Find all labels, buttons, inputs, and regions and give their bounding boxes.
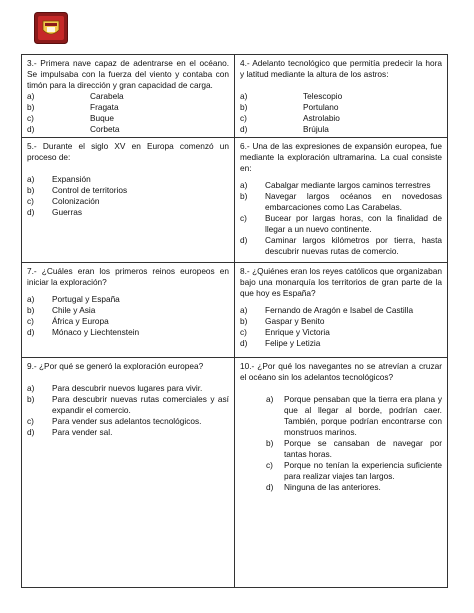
option-item[interactable]: a) Porque pensaban que la tierra era plana y que al llegar al borde, podrían caer. También, porque podrían encontrarse con monstruos marinos. — [266, 394, 442, 437]
question-text: 10.- ¿Por qué los navegantes no se atrevían a cruzar el océano sin los adelantos tecnológicos? — [240, 361, 442, 382]
option-item[interactable]: d) Ninguna de las anteriores. — [266, 482, 381, 492]
options-list — [240, 180, 442, 257]
question-cell-10 — [235, 358, 448, 588]
option-item[interactable]: d) Guerras — [27, 207, 82, 217]
option-item[interactable]: a) Portugal y España — [27, 294, 120, 304]
question-text: 8.- ¿Quiénes eran los reyes católicos que organizaban bajo una monarquía los territorios de gran parte de la que hoy es España? — [240, 266, 442, 298]
question-cell-8 — [235, 263, 448, 358]
question-text: 9.- ¿Por qué se generó la exploración europea? — [27, 361, 204, 371]
question-cell-5 — [22, 138, 235, 263]
question-cell-9 — [22, 358, 235, 588]
options-list — [27, 383, 229, 438]
question-text: 6.- Una de las expresiones de expansión europea, fue mediante la exploración ultramarina. La cual consiste en: — [240, 141, 442, 173]
option-item[interactable]: a) Telescopio — [240, 91, 343, 101]
option-item[interactable]: a) Carabela — [27, 91, 124, 101]
options-list — [240, 305, 442, 349]
option-item[interactable]: c) Buque — [27, 113, 114, 123]
questions-table — [21, 54, 448, 588]
option-item[interactable]: b) Gaspar y Benito — [240, 316, 325, 326]
option-item[interactable]: d) Caminar largos kilómetros por tierra, hasta descubrir nuevas rutas de comercio. — [240, 235, 442, 256]
option-item[interactable]: d) Para vender sal. — [27, 427, 113, 437]
option-item[interactable]: c) Enrique y Victoria — [240, 327, 330, 337]
question-cell-7 — [22, 263, 235, 358]
question-text: 4.- Adelanto tecnológico que permitía predecir la hora y latitud mediante la altura de los astros: — [240, 58, 442, 79]
options-list — [240, 394, 442, 493]
options-list — [27, 174, 229, 218]
options-list — [27, 294, 229, 338]
option-item[interactable]: c) Bucear por largas horas, con la finalidad de llegar a un nuevo continente. — [240, 213, 442, 234]
option-item[interactable]: c) Para vender sus adelantos tecnológicos. — [27, 416, 202, 426]
options-list — [240, 91, 442, 135]
option-item[interactable]: b) Navegar largos océanos en novedosas embarcaciones como Las Carabelas. — [240, 191, 442, 212]
question-cell-3 — [22, 55, 235, 138]
option-item[interactable]: c) Astrolabio — [240, 113, 340, 123]
option-item[interactable]: b) Control de territorios — [27, 185, 128, 195]
option-item[interactable]: d) Felipe y Letizia — [240, 338, 321, 348]
question-text: 5.- Durante el siglo XV en Europa comenzó un proceso de: — [27, 141, 229, 162]
option-item[interactable]: b) Portulano — [240, 102, 339, 112]
option-item[interactable]: a) Expansión — [27, 174, 91, 184]
options-list — [27, 91, 229, 135]
school-crest-logo — [34, 12, 68, 44]
option-item[interactable]: d) Mónaco y Liechtenstein — [27, 327, 140, 337]
question-text: 3.- Primera nave capaz de adentrarse en el océano. Se impulsaba con la fuerza del viento y contaba con timón para la dirección y gran capacidad de carga. — [27, 58, 229, 90]
option-item[interactable]: b) Chile y Asia — [27, 305, 96, 315]
option-item[interactable]: c) África y Europa — [27, 316, 109, 326]
option-item[interactable]: d) Corbeta — [27, 124, 120, 134]
option-item[interactable]: d) Brújula — [240, 124, 329, 134]
option-item[interactable]: b) Fragata — [27, 102, 119, 112]
question-cell-4 — [235, 55, 448, 138]
option-item[interactable]: a) Cabalgar mediante largos caminos terrestres — [240, 180, 431, 190]
option-item[interactable]: b) Porque se cansaban de navegar por tantas horas. — [266, 438, 442, 459]
option-item[interactable]: c) Colonización — [27, 196, 100, 206]
option-item[interactable]: b) Para descubrir nuevas rutas comerciales y así expandir el comercio. — [27, 394, 229, 415]
question-cell-6 — [235, 138, 448, 263]
option-item[interactable]: a) Para descubrir nuevos lugares para vivir. — [27, 383, 203, 393]
option-item[interactable]: c) Porque no tenían la experiencia suficiente para realizar viajes tan largos. — [266, 460, 442, 481]
question-text: 7.- ¿Cuáles eran los primeros reinos europeos en iniciar la exploración? — [27, 266, 229, 287]
option-item[interactable]: a) Fernando de Aragón e Isabel de Castilla — [240, 305, 414, 315]
